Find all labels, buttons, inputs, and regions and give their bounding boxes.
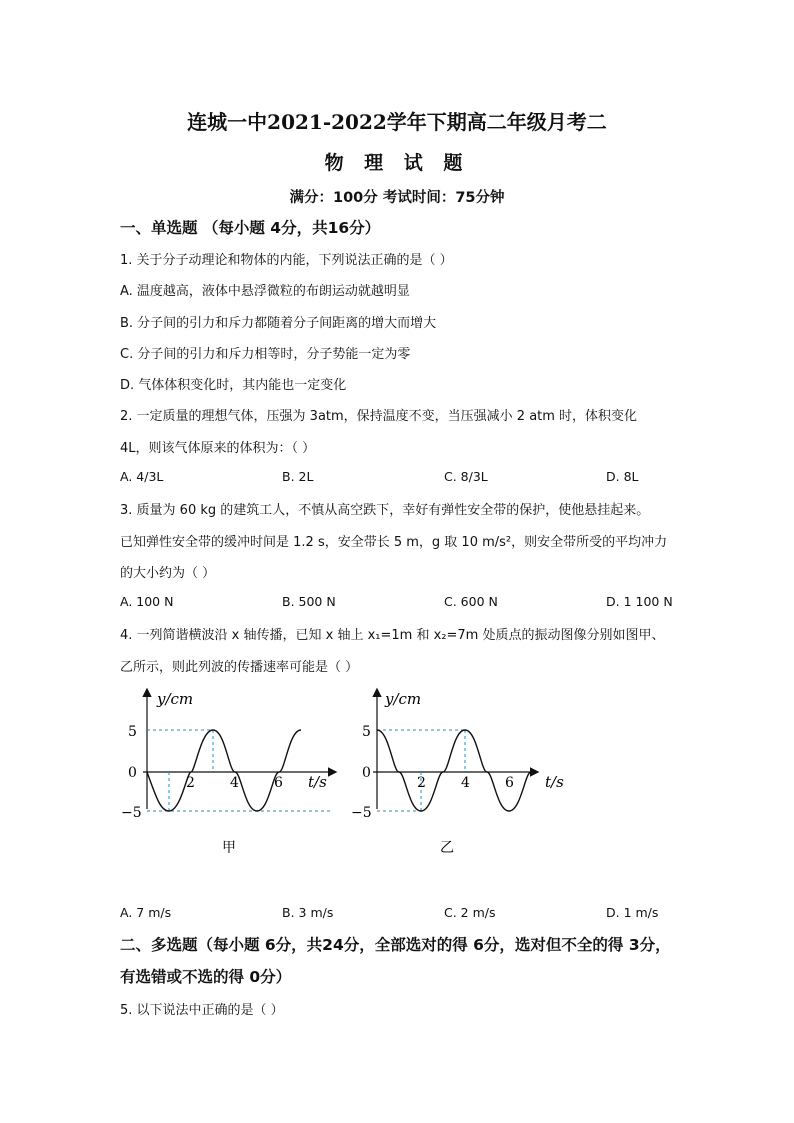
question-3-stem-line-2: 已知弹性安全带的缓冲时间是 1.2 s，安全带长 5 m，g 取 10 m/s²，则安全带所受的平均冲力 bbox=[120, 535, 668, 550]
question-2-option-a: A. 4/3L bbox=[120, 469, 164, 484]
question-3-stem-line-1: 3. 质量为 60 kg 的建筑工人，不慎从高空跌下，幸好有弹性安全带的保护，使他悬挂起来。 bbox=[120, 503, 650, 518]
question-1-stem: 1. 关于分子动理论和物体的内能，下列说法正确的是（ ） bbox=[120, 253, 453, 268]
exam-meta: 满分：100分 考试时间：75分钟 bbox=[289, 190, 505, 206]
graph-a-tick-x-4: 4 bbox=[230, 775, 239, 791]
graph-a-tick-y-0: 0 bbox=[128, 765, 137, 781]
question-3-option-c: C. 600 N bbox=[444, 594, 498, 609]
section-2-heading-line-1: 二、多选题（每小题 6分，共24分，全部选对的得 6分，选对但不全的得 3分， bbox=[120, 936, 671, 954]
question-4-stem-line-2: 乙所示，则此列波的传播速率可能是（ ） bbox=[120, 660, 359, 675]
graph-a-x-label: t/s bbox=[308, 773, 327, 791]
graph-a-tick-x-2: 2 bbox=[186, 775, 195, 791]
graph-a-y-label: y/cm bbox=[157, 690, 194, 708]
vibration-graph-b bbox=[345, 684, 575, 864]
question-3-option-d: D. 1 100 N bbox=[606, 594, 673, 609]
question-4-option-d: D. 1 m/s bbox=[606, 905, 659, 920]
question-4-stem-line-1: 4. 一列简谐横波沿 x 轴传播，已知 x 轴上 x₁=1m 和 x₂=7m 处质点的振动图像分别如图甲、 bbox=[120, 628, 665, 643]
graph-b-tick-y-0: 0 bbox=[362, 765, 371, 781]
graph-a-curve bbox=[147, 730, 301, 811]
graph-b-tick-x-2: 2 bbox=[417, 775, 426, 791]
graph-b-caption: 乙 bbox=[440, 840, 454, 856]
question-3-stem-line-3: 的大小约为（ ） bbox=[120, 566, 216, 581]
question-3-option-b: B. 500 N bbox=[282, 594, 336, 609]
question-4-option-c: C. 2 m/s bbox=[444, 905, 496, 920]
graph-a-tick-y-5: 5 bbox=[128, 724, 137, 740]
graph-b-curve bbox=[377, 730, 531, 811]
question-2-stem-line-2: 4L，则该气体原来的体积为：（ ） bbox=[120, 441, 316, 456]
question-2-option-b: B. 2L bbox=[282, 469, 314, 484]
graph-b-tick-y-5: 5 bbox=[362, 724, 371, 740]
question-3-option-a: A. 100 N bbox=[120, 594, 174, 609]
graph-b-y-label: y/cm bbox=[385, 690, 422, 708]
graph-b-tick-x-6: 6 bbox=[505, 775, 514, 791]
question-1-option-d: D. 气体体积变化时，其内能也一定变化 bbox=[120, 378, 347, 393]
section-1-heading: 一、单选题 （每小题 4分，共16分） bbox=[120, 219, 381, 237]
graph-b-x-label: t/s bbox=[545, 773, 564, 791]
graph-a-tick-y-neg5: −5 bbox=[121, 805, 142, 821]
graph-a-caption: 甲 bbox=[222, 840, 236, 856]
graph-b-tick-y-neg5: −5 bbox=[351, 805, 372, 821]
question-2-option-c: C. 8/3L bbox=[444, 469, 488, 484]
question-2-option-d: D. 8L bbox=[606, 469, 639, 484]
section-2-heading-line-2: 有选错或不选的得 0分） bbox=[120, 968, 292, 986]
graph-b-tick-x-4: 4 bbox=[461, 775, 470, 791]
graph-a-tick-x-6: 6 bbox=[274, 775, 283, 791]
question-4-option-b: B. 3 m/s bbox=[282, 905, 334, 920]
question-2-stem-line-1: 2. 一定质量的理想气体，压强为 3atm，保持温度不变，当压强减小 2 atm 时，体积变化 bbox=[120, 409, 638, 424]
exam-title: 连城一中2021-2022学年下期高二年级月考二 bbox=[187, 110, 607, 134]
question-4-option-a: A. 7 m/s bbox=[120, 905, 172, 920]
vibration-graph-a bbox=[121, 684, 327, 864]
question-1-option-a: A. 温度越高，液体中悬浮微粒的布朗运动就越明显 bbox=[120, 284, 410, 299]
subject-title: 物 理 试 题 bbox=[324, 152, 470, 174]
question-1-option-c: C. 分子间的引力和斥力相等时，分子势能一定为零 bbox=[120, 347, 411, 362]
question-1-option-b: B. 分子间的引力和斥力都随着分子间距离的增大而增大 bbox=[120, 316, 437, 331]
question-5-stem: 5. 以下说法中正确的是（ ） bbox=[120, 1003, 284, 1018]
